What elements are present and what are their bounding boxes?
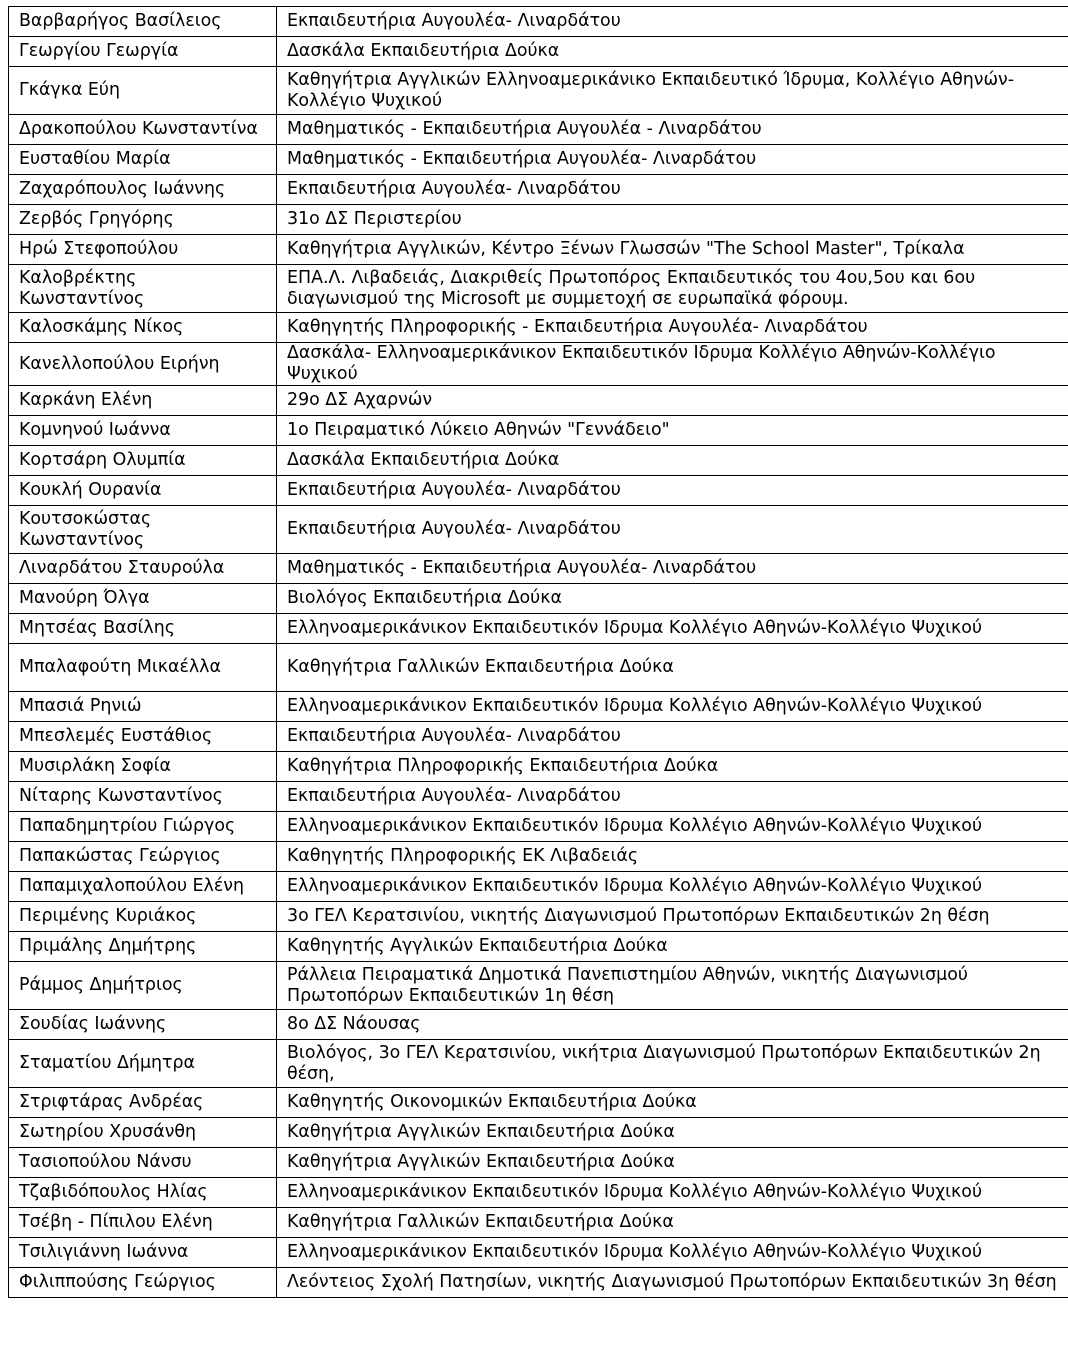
person-name-cell: Στριφτάρας Ανδρέας: [9, 1088, 277, 1118]
table-row: [9, 386, 1068, 416]
person-name-cell: Πριμάλης Δημήτρης: [9, 932, 277, 962]
affiliation-cell: Καθηγήτρια Αγγλικών Εκπαιδευτήρια Δούκα: [277, 1118, 1068, 1148]
table-row: [9, 902, 1068, 932]
affiliation-cell: Ελληνοαμερικάνικον Εκπαιδευτικόν Ιδρυμα Κολλέγιο Αθηνών-Κολλέγιο Ψυχικού: [277, 692, 1068, 722]
person-name-cell: Μπασιά Ρηνιώ: [9, 692, 277, 722]
person-name-cell: Κομνηνού Ιωάννα: [9, 416, 277, 446]
affiliation-cell: ΕΠΑ.Λ. Λιβαδειάς, Διακριθείς Πρωτοπόρος Εκπαιδευτικός του 4ου,5ου και 6ου διαγωνισμού της Microsoft με συμμετοχή σε ευρωπαϊκά φόρουμ.: [277, 265, 1068, 313]
person-name-cell: Κορτσάρη Ολυμπία: [9, 446, 277, 476]
person-name-cell: Κουτσοκώστας Κωνσταντίνος: [9, 506, 277, 554]
participants-table-body: [9, 7, 1068, 1298]
person-name-cell: Παπαμιχαλοπούλου Ελένη: [9, 872, 277, 902]
affiliation-cell: 8ο ΔΣ Νάουσας: [277, 1010, 1068, 1040]
table-row: [9, 1268, 1068, 1298]
table-row: [9, 1238, 1068, 1268]
participants-table: [8, 6, 1068, 1298]
affiliation-cell: Ελληνοαμερικάνικον Εκπαιδευτικόν Ιδρυμα Κολλέγιο Αθηνών-Κολλέγιο Ψυχικού: [277, 1178, 1068, 1208]
affiliation-cell: Μαθηματικός - Εκπαιδευτήρια Αυγουλέα- Λιναρδάτου: [277, 554, 1068, 584]
affiliation-cell: Καθηγητής Αγγλικών Εκπαιδευτήρια Δούκα: [277, 932, 1068, 962]
affiliation-cell: Εκπαιδευτήρια Αυγουλέα- Λιναρδάτου: [277, 782, 1068, 812]
table-row: [9, 842, 1068, 872]
person-name-cell: Ηρώ Στεφοπούλου: [9, 235, 277, 265]
person-name-cell: Λιναρδάτου Σταυρούλα: [9, 554, 277, 584]
table-row: [9, 782, 1068, 812]
table-row: [9, 1010, 1068, 1040]
table-row: [9, 265, 1068, 313]
person-name-cell: Τσιλιγιάννη Ιωάννα: [9, 1238, 277, 1268]
table-row: [9, 205, 1068, 235]
affiliation-cell: Ελληνοαμερικάνικον Εκπαιδευτικόν Ιδρυμα Κολλέγιο Αθηνών-Κολλέγιο Ψυχικού: [277, 812, 1068, 842]
person-name-cell: Καρκάνη Ελένη: [9, 386, 277, 416]
person-name-cell: Καλοβρέκτης Κωνσταντίνος: [9, 265, 277, 313]
affiliation-cell: Καθηγητής Πληροφορικής - Εκπαιδευτήρια Αυγουλέα- Λιναρδάτου: [277, 313, 1068, 343]
person-name-cell: Γκάγκα Εύη: [9, 67, 277, 115]
person-name-cell: Μανούρη Όλγα: [9, 584, 277, 614]
person-name-cell: Ράμμος Δημήτριος: [9, 962, 277, 1010]
table-row: [9, 7, 1068, 37]
person-name-cell: Μπεσλεμές Ευστάθιος: [9, 722, 277, 752]
table-row: [9, 416, 1068, 446]
affiliation-cell: Μαθηματικός - Εκπαιδευτήρια Αυγουλέα- Λιναρδάτου: [277, 145, 1068, 175]
table-row: [9, 1148, 1068, 1178]
table-row: [9, 37, 1068, 67]
table-row: [9, 235, 1068, 265]
table-row: [9, 145, 1068, 175]
affiliation-cell: Μαθηματικός - Εκπαιδευτήρια Αυγουλέα - Λιναρδάτου: [277, 115, 1068, 145]
table-row: [9, 115, 1068, 145]
table-row: [9, 722, 1068, 752]
table-row: [9, 962, 1068, 1010]
affiliation-cell: Εκπαιδευτήρια Αυγουλέα- Λιναρδάτου: [277, 175, 1068, 205]
table-row: [9, 446, 1068, 476]
affiliation-cell: Καθηγητής Πληροφορικής ΕΚ Λιβαδειάς: [277, 842, 1068, 872]
table-row: [9, 476, 1068, 506]
affiliation-cell: Βιολόγος Εκπαιδευτήρια Δούκα: [277, 584, 1068, 614]
table-row: [9, 932, 1068, 962]
person-name-cell: Μητσέας Βασίλης: [9, 614, 277, 644]
person-name-cell: Κανελλοπούλου Ειρήνη: [9, 343, 277, 386]
affiliation-cell: Δασκάλα Εκπαιδευτήρια Δούκα: [277, 37, 1068, 67]
table-row: [9, 812, 1068, 842]
affiliation-cell: Ράλλεια Πειραματικά Δημοτικά Πανεπιστημίου Αθηνών, νικητής Διαγωνισμού Πρωτοπόρων Εκπαιδευτικών 1η θέση: [277, 962, 1068, 1010]
table-row: [9, 584, 1068, 614]
affiliation-cell: Εκπαιδευτήρια Αυγουλέα- Λιναρδάτου: [277, 506, 1068, 554]
affiliation-cell: Δασκάλα- Ελληνοαμερικάνικον Εκπαιδευτικόν Ιδρυμα Κολλέγιο Αθηνών-Κολλέγιο Ψυχικού: [277, 343, 1068, 386]
person-name-cell: Βαρβαρήγος Βασίλειος: [9, 7, 277, 37]
table-row: [9, 752, 1068, 782]
person-name-cell: Περιμένης Κυριάκος: [9, 902, 277, 932]
affiliation-cell: Εκπαιδευτήρια Αυγουλέα- Λιναρδάτου: [277, 476, 1068, 506]
table-row: [9, 506, 1068, 554]
affiliation-cell: Λεόντειος Σχολή Πατησίων, νικητής Διαγωνισμού Πρωτοπόρων Εκπαιδευτικών 3η θέση: [277, 1268, 1068, 1298]
affiliation-cell: Ελληνοαμερικάνικον Εκπαιδευτικόν Ιδρυμα Κολλέγιο Αθηνών-Κολλέγιο Ψυχικού: [277, 614, 1068, 644]
table-row: [9, 1208, 1068, 1238]
affiliation-cell: Ελληνοαμερικάνικον Εκπαιδευτικόν Ιδρυμα Κολλέγιο Αθηνών-Κολλέγιο Ψυχικού: [277, 872, 1068, 902]
affiliation-cell: Ελληνοαμερικάνικον Εκπαιδευτικόν Ιδρυμα Κολλέγιο Αθηνών-Κολλέγιο Ψυχικού: [277, 1238, 1068, 1268]
table-row: [9, 614, 1068, 644]
affiliation-cell: Καθηγητής Οικονομικών Εκπαιδευτήρια Δούκα: [277, 1088, 1068, 1118]
affiliation-cell: Καθηγήτρια Πληροφορικής Εκπαιδευτήρια Δούκα: [277, 752, 1068, 782]
affiliation-cell: Καθηγήτρια Αγγλικών Ελληνοαμερικάνικο Εκπαιδευτικό Ίδρυμα, Κολλέγιο Αθηνών- Κολλέγιο Ψυχικού: [277, 67, 1068, 115]
person-name-cell: Σωτηρίου Χρυσάνθη: [9, 1118, 277, 1148]
person-name-cell: Κουκλή Ουρανία: [9, 476, 277, 506]
person-name-cell: Δρακοπούλου Κωνσταντίνα: [9, 115, 277, 145]
person-name-cell: Φιλιππούσης Γεώργιος: [9, 1268, 277, 1298]
person-name-cell: Παπακώστας Γεώργιος: [9, 842, 277, 872]
person-name-cell: Τζαβιδόπουλος Ηλίας: [9, 1178, 277, 1208]
person-name-cell: Τασιοπούλου Νάνσυ: [9, 1148, 277, 1178]
affiliation-cell: Βιολόγος, 3ο ΓΕΛ Κερατσινίου, νικήτρια Διαγωνισμού Πρωτοπόρων Εκπαιδευτικών 2η θέση,: [277, 1040, 1068, 1088]
table-row: [9, 1040, 1068, 1088]
person-name-cell: Ζαχαρόπουλος Ιωάννης: [9, 175, 277, 205]
table-row: [9, 872, 1068, 902]
person-name-cell: Τσέβη - Πίπιλου Ελένη: [9, 1208, 277, 1238]
person-name-cell: Νίταρης Κωνσταντίνος: [9, 782, 277, 812]
affiliation-cell: 31ο ΔΣ Περιστερίου: [277, 205, 1068, 235]
person-name-cell: Γεωργίου Γεωργία: [9, 37, 277, 67]
person-name-cell: Παπαδημητρίου Γιώργος: [9, 812, 277, 842]
person-name-cell: Καλοσκάμης Νίκος: [9, 313, 277, 343]
table-row: [9, 692, 1068, 722]
person-name-cell: Μπαλαφούτη Μικαέλλα: [9, 644, 277, 692]
affiliation-cell: 1ο Πειραματικό Λύκειο Αθηνών "Γεννάδειο": [277, 416, 1068, 446]
person-name-cell: Μυσιρλάκη Σοφία: [9, 752, 277, 782]
person-name-cell: Ευσταθίου Μαρία: [9, 145, 277, 175]
affiliation-cell: Καθηγήτρια Γαλλικών Εκπαιδευτήρια Δούκα: [277, 1208, 1068, 1238]
table-row: [9, 343, 1068, 386]
affiliation-cell: Δασκάλα Εκπαιδευτήρια Δούκα: [277, 446, 1068, 476]
affiliation-cell: 29ο ΔΣ Αχαρνών: [277, 386, 1068, 416]
table-row: [9, 313, 1068, 343]
table-row: [9, 67, 1068, 115]
affiliation-cell: Καθηγήτρια Γαλλικών Εκπαιδευτήρια Δούκα: [277, 644, 1068, 692]
table-row: [9, 175, 1068, 205]
table-row: [9, 644, 1068, 692]
person-name-cell: Ζερβός Γρηγόρης: [9, 205, 277, 235]
table-row: [9, 554, 1068, 584]
table-row: [9, 1178, 1068, 1208]
person-name-cell: Σουδίας Ιωάννης: [9, 1010, 277, 1040]
affiliation-cell: Καθηγήτρια Αγγλικών, Κέντρο Ξένων Γλωσσών "The School Master", Τρίκαλα: [277, 235, 1068, 265]
affiliation-cell: 3ο ΓΕΛ Κερατσινίου, νικητής Διαγωνισμού Πρωτοπόρων Εκπαιδευτικών 2η θέση: [277, 902, 1068, 932]
table-row: [9, 1118, 1068, 1148]
person-name-cell: Σταματίου Δήμητρα: [9, 1040, 277, 1088]
table-row: [9, 1088, 1068, 1118]
affiliation-cell: Εκπαιδευτήρια Αυγουλέα- Λιναρδάτου: [277, 7, 1068, 37]
affiliation-cell: Καθηγήτρια Αγγλικών Εκπαιδευτήρια Δούκα: [277, 1148, 1068, 1178]
affiliation-cell: Εκπαιδευτήρια Αυγουλέα- Λιναρδάτου: [277, 722, 1068, 752]
